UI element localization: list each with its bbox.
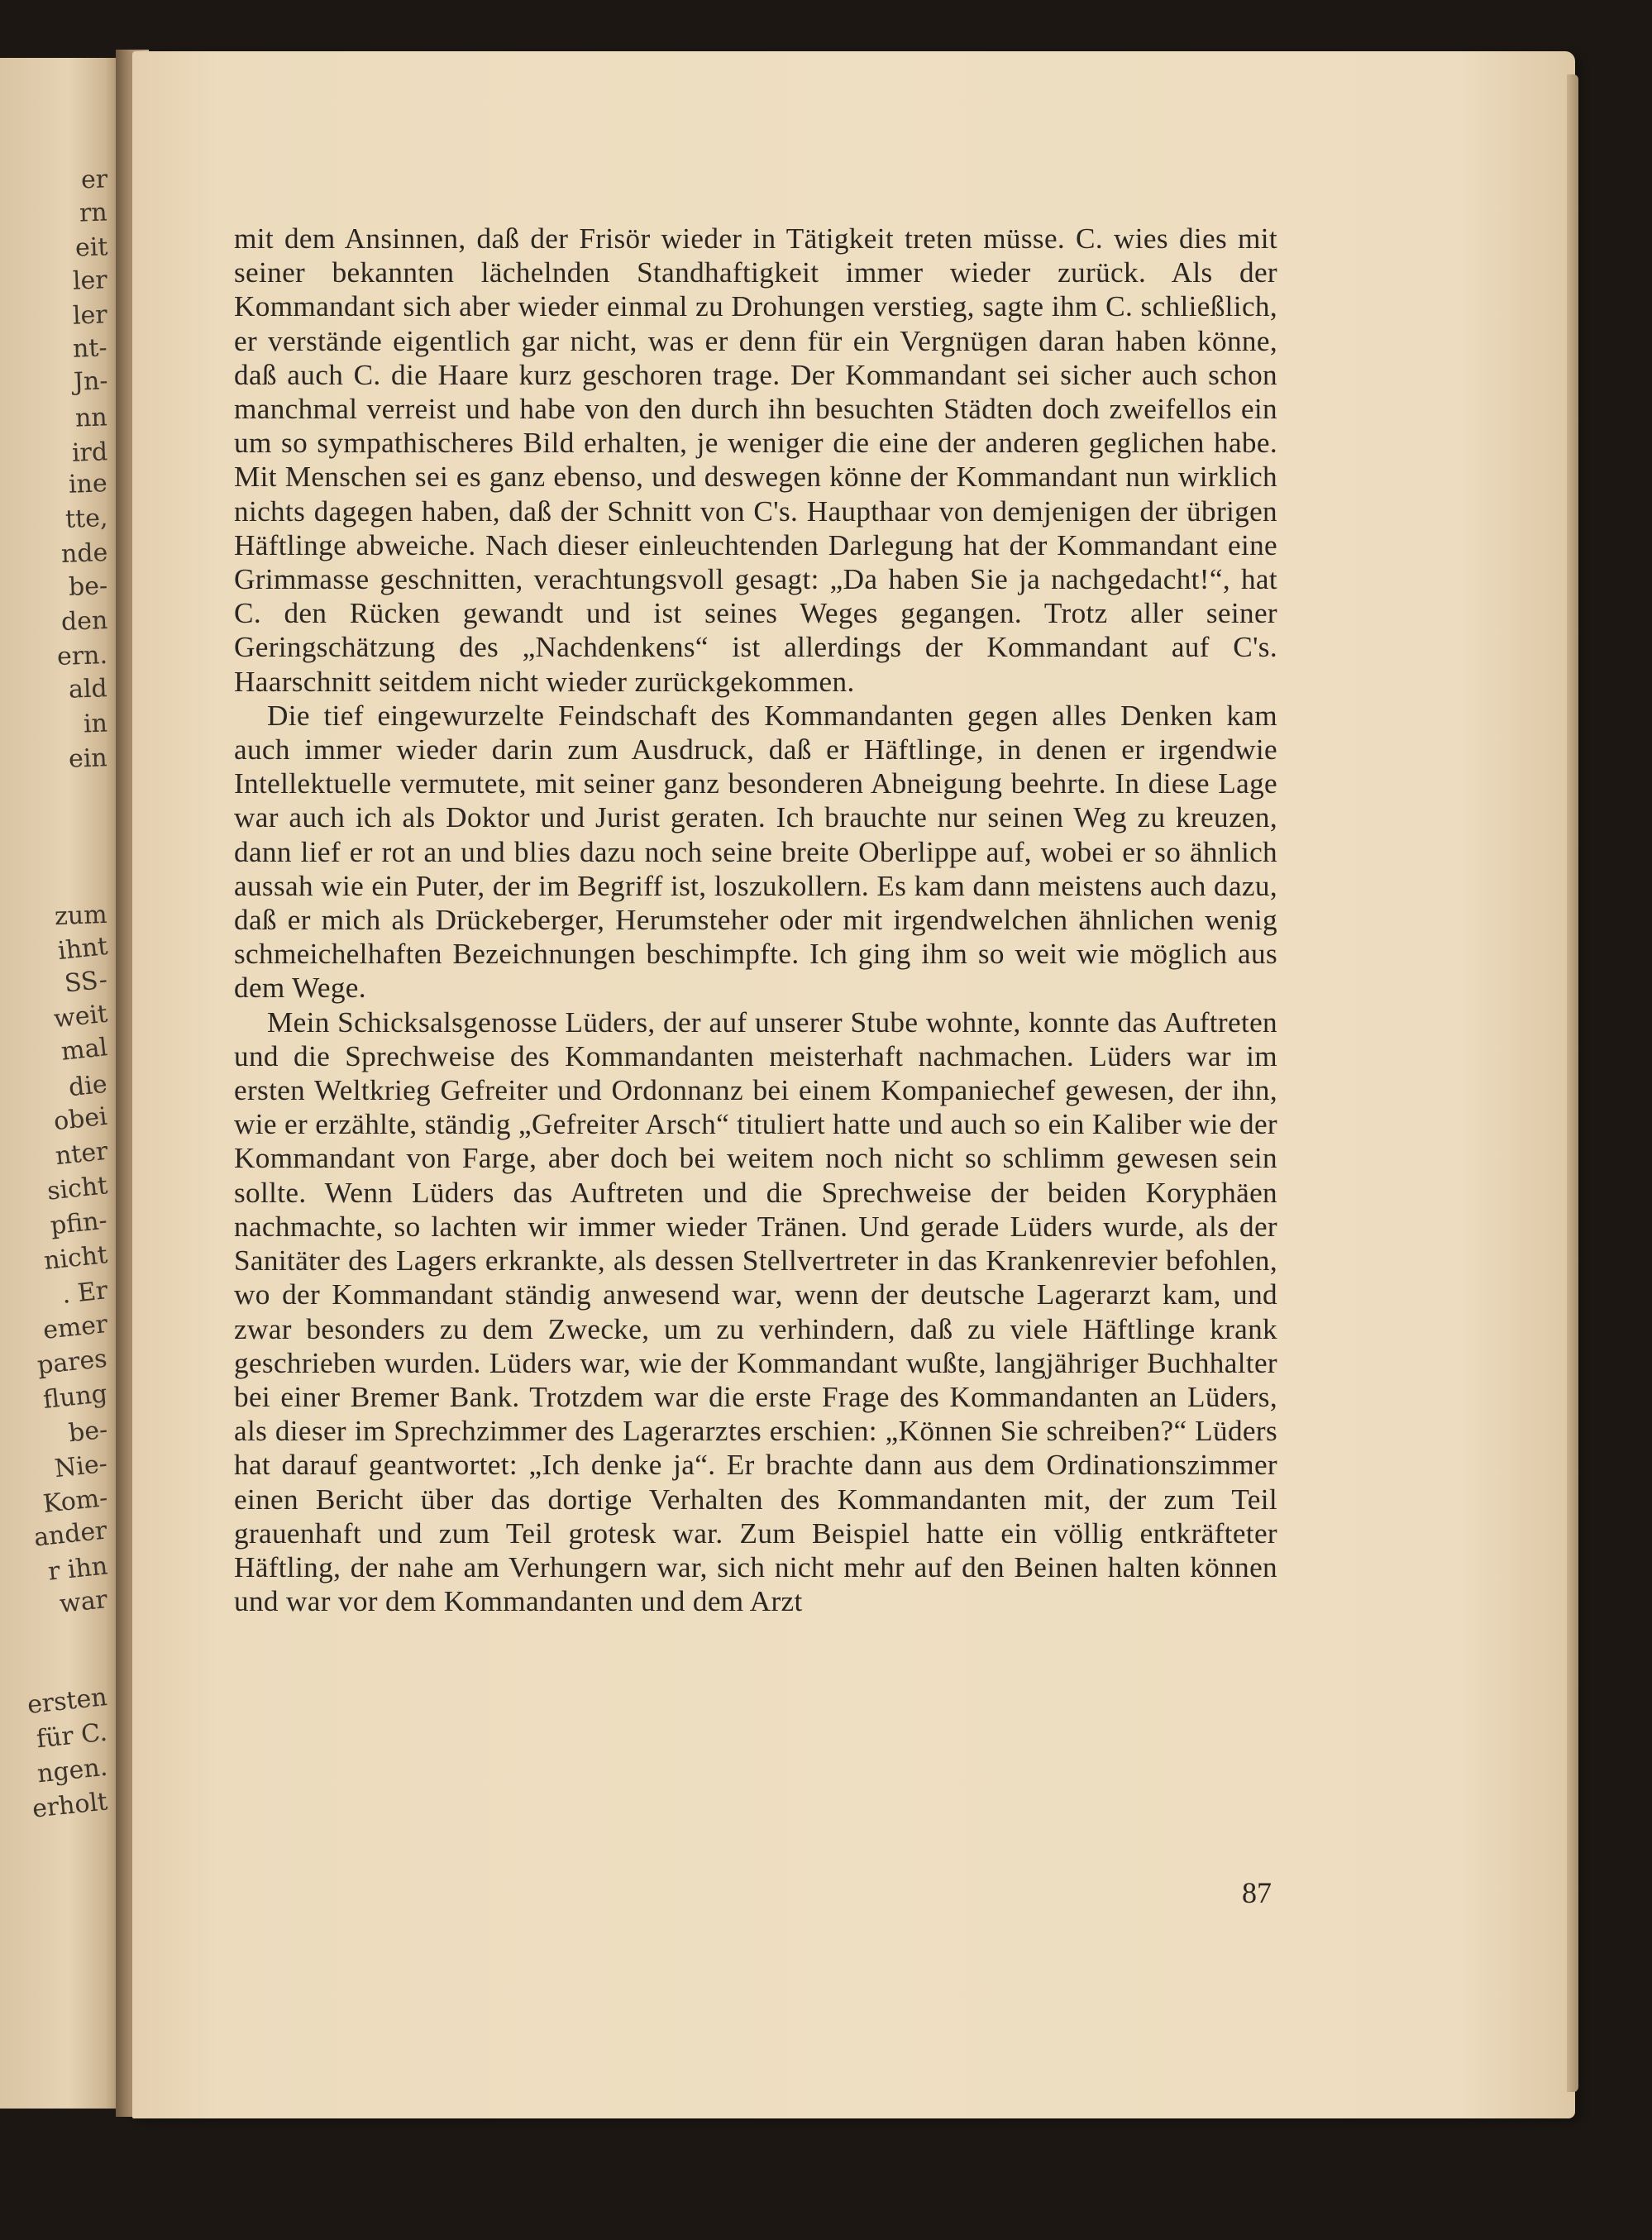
left-page-fragment: pares xyxy=(36,1344,109,1381)
left-page-fragment: rn xyxy=(79,198,108,228)
left-page-fragment: ler xyxy=(72,300,108,331)
left-page-fragment: ine xyxy=(68,469,108,499)
left-page-fragment: ngen. xyxy=(36,1752,109,1789)
left-page-fragment: nn xyxy=(74,403,108,433)
left-page-fragment: nt- xyxy=(72,333,108,364)
left-page-fragment: ird xyxy=(71,437,108,468)
left-page-fragment: tte, xyxy=(64,504,108,534)
left-page-fragment: in xyxy=(83,709,108,739)
left-page-fragment: be- xyxy=(67,1415,109,1449)
left-page-fragment: . Er xyxy=(60,1276,109,1310)
left-page-fragment: ihnt xyxy=(56,931,109,967)
left-page-fragment: be- xyxy=(68,571,108,602)
paragraph: mit dem Ansinnen, daß der Frisör wieder in Tätigkeit treten müsse. C. wies dies mit seiner bekannten lächelnden Standhaftigkeit immer wieder zurück. Als der Kommandant sich aber wieder einmal zu Drohungen verstieg, sagte ihm C. schließlich, er verstände eigentlich gar nicht, was er denn für ein Vergnügen daran haben könne, daß auch C. die Haare kurz geschoren trage. Der Kommandant sei sicher auch schon manchmal verreist und habe von den durch ihn besuchten Städten doch zweifellos ein um so sympathischeres Bild erhalten, je weniger die eine der anderen geglichen habe. Mit Menschen sei es ganz ebenso, und deswegen könne der Kommandant nun wirklich nichts dagegen haben, daß der Schnitt von C's. Haupthaar von demjenigen der übrigen Häftlinge abweiche. Nach dieser einleuchtenden Darlegung hat der Kommandant eine Grimmasse geschnitten, verachtungsvoll gesagt: „Da haben Sie ja nachgedacht!“, hat C. den Rücken gewandt und ist seines Weges gegangen. Trotz aller seiner Geringschätzung des „Nachdenkens“ ist allerdings der Kommandant auf C's. Haarschnitt seitdem nicht wieder zurückgekommen. xyxy=(234,222,1277,698)
left-page-fragment: den xyxy=(60,606,108,637)
left-page-fragment: emer xyxy=(41,1310,109,1345)
left-page-fragment: ander xyxy=(32,1516,109,1553)
left-page-fragment: war xyxy=(58,1585,109,1619)
left-page-fragment: eit xyxy=(74,232,108,263)
left-page-fragment: für C. xyxy=(35,1717,109,1755)
left-page-fragment: nicht xyxy=(42,1240,109,1276)
left-page-fragment: zum xyxy=(54,900,108,932)
left-page-fragment: ler xyxy=(72,265,108,296)
left-page-fragment: r ihn xyxy=(46,1551,109,1587)
left-page-fragment: Jn- xyxy=(72,366,108,397)
left-page-fragment: ein xyxy=(68,743,108,774)
left-page-fragment: die xyxy=(67,1069,109,1103)
page-number: 87 xyxy=(1242,1876,1272,1909)
left-page-fragment: sicht xyxy=(45,1171,109,1206)
left-page-fragment: ald xyxy=(68,674,108,704)
left-page-fragment: nde xyxy=(60,538,108,569)
left-page-fragment: er xyxy=(80,165,108,195)
left-page-fragment: mal xyxy=(60,1033,109,1067)
page-edge xyxy=(1567,74,1578,2092)
left-page-fragment: pfin- xyxy=(49,1206,109,1241)
body-text xyxy=(234,222,1277,1618)
left-page-fragment: Kom- xyxy=(41,1483,109,1519)
paragraph: Mein Schicksalsgenosse Lüders, der auf unserer Stube wohnte, konnte das Auftreten und die Sprechweise des Kommandanten meisterhaft nachmachen. Lüders war im ersten Weltkrieg Gefreiter und Ordonnanz bei einem Kompaniechef gewesen, der ihn, wie er erzählte, ständig „Gefreiter Arsch“ tituliert hatte und auch so ein Kaliber wie der Kommandant von Farge, aber doch bei weitem noch nicht so schlimm gewesen sein sollte. Wenn Lüders das Auftreten und die Sprechweise der beiden Koryphäen nachmachte, so lachten wir immer wieder Tränen. Und gerade Lüders wurde, als der Sanitäter des Lagers erkrankte, als dessen Stellvertreter in das Krankenrevier befohlen, wo der Kommandant ständig anwesend war, wenn der deutsche Lagerarzt kam, und zwar besonders zu dem Zwecke, um zu verhindern, daß zu viele Häftlinge krank geschrieben wurden. Lüders war, wie der Kommandant wußte, langjähriger Buchhalter bei einer Bremer Bank. Trotzdem war die erste Frage des Kommandanten an Lüders, als dieser im Sprechzimmer des Lagerarztes erschien: „Können Sie schreiben?“ Lüders hat darauf geantwortet: „Ich denke ja“. Er brachte dann aus dem Ordinationszimmer einen Bericht über das dortige Verhalten des Kommandanten mit, der zum Teil grauenhaft und zum Teil grotesk war. Zum Beispiel hatte ein völlig entkräfteter Häftling, der nahe am Verhungern war, sich nicht mehr auf den Beinen halten können und war vor dem Kommandanten und dem Arzt xyxy=(234,1005,1277,1618)
left-page xyxy=(0,58,124,2109)
left-page-fragment: ersten xyxy=(26,1683,109,1720)
left-page-fragment: erholt xyxy=(31,1787,109,1824)
left-page-fragment: SS- xyxy=(63,965,109,999)
paragraph: Die tief eingewurzelte Feindschaft des Kommandanten gegen alles Denken kam auch immer wieder darin zum Ausdruck, daß er Häftlinge, in denen er irgendwie Intellektuelle vermutete, mit seiner ganz besonderen Abneigung beehrte. In diese Lage war auch ich als Doktor und Jurist geraten. Ich brauchte nur seinen Weg zu kreuzen, dann lief er rot an und blies dazu noch seine breite Oberlippe auf, wobei er so ähnlich aussah wie ein Puter, der im Begriff ist, loszukollern. Es kam dann meistens auch dazu, daß er mich als Drückeberger, Herumsteher oder mit irgendwelchen ähnlichen wenig schmeichelhaften Bezeichnungen beschimpfte. Ich ging ihm so weit wie möglich aus dem Wege. xyxy=(234,699,1277,1005)
left-page-fragment: nter xyxy=(53,1136,109,1172)
left-page-fragment: flung xyxy=(41,1379,109,1415)
left-page-fragment: ern. xyxy=(56,640,108,672)
left-page-fragment: obei xyxy=(52,1101,109,1137)
left-page-fragment: Nie- xyxy=(53,1449,109,1484)
left-page-fragment: weit xyxy=(52,999,109,1034)
